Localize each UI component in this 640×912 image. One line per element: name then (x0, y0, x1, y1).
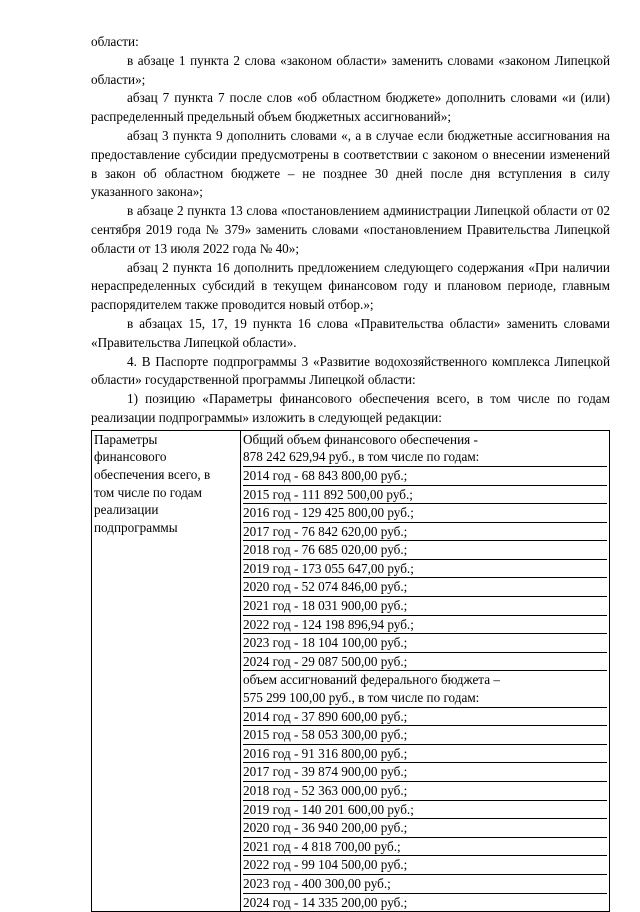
year-row: 2022 год - 124 198 896,94 руб.; (243, 616, 607, 635)
year-row: 2020 год - 52 074 846,00 руб.; (243, 578, 607, 597)
left-line: Параметры (94, 431, 158, 447)
paragraph-item-6: в абзацах 15, 17, 19 пункта 16 слова «Правительства области» заменить словами «Правительства Липецкой области». (91, 315, 610, 350)
financing-table (91, 430, 610, 912)
federal-header-line: объем ассигнований федерального бюджета – (243, 672, 500, 688)
parameter-name-cell (92, 430, 241, 911)
left-line: том числе по годам (94, 484, 202, 500)
total-summary-line: 878 242 629,94 руб., в том числе по годам: (243, 448, 607, 467)
year-row: 2021 год - 4 818 700,00 руб.; (243, 838, 607, 857)
left-line: подпрограммы (94, 519, 178, 535)
paragraph-item-2: абзац 7 пункта 7 после слов «об областном бюджете» дополнить словами «и (или) распределенный предельный объем бюджетных ассигнований»; (91, 90, 610, 125)
paragraph-continuation: области: (91, 34, 139, 49)
year-row: 2021 год - 18 031 900,00 руб.; (243, 597, 607, 616)
document-page (91, 33, 610, 912)
year-row: 2023 год - 18 104 100,00 руб.; (243, 634, 607, 653)
year-row: 2018 год - 76 685 020,00 руб.; (243, 541, 607, 560)
year-row: 2017 год - 39 874 900,00 руб.; (243, 763, 607, 782)
federal-summary-line: 575 299 100,00 руб., в том числе по годам: (243, 689, 607, 708)
year-row: 2015 год - 58 053 300,00 руб.; (243, 726, 607, 745)
left-line: обеспечения всего, в (94, 466, 211, 482)
year-row: 2019 год - 140 201 600,00 руб.; (243, 801, 607, 820)
paragraph-item-5: абзац 2 пункта 16 дополнить предложением следующего содержания «При наличии нераспределенных субсидий в текущем финансовом году и плановом периоде, главным распорядителем также проводится новый отбор.»; (91, 259, 610, 313)
year-row: 2023 год - 400 300,00 руб.; (243, 875, 607, 894)
year-row: 2018 год - 52 363 000,00 руб.; (243, 782, 607, 801)
year-row: 2020 год - 36 940 200,00 руб.; (243, 819, 607, 838)
year-row: 2014 год - 37 890 600,00 руб.; (243, 708, 607, 727)
total-header-line: Общий объем финансового обеспечения - (243, 431, 478, 447)
paragraph-subitem-1: 1) позицию «Параметры финансового обеспечения всего, в том числе по годам реализации подпрограммы» изложить в следующей редакции: (91, 391, 610, 425)
year-row: 2024 год - 14 335 200,00 руб.; (243, 894, 408, 910)
table-row (92, 430, 610, 911)
paragraph-item-4: в абзаце 2 пункта 13 слова «постановлением администрации Липецкой области от 02 сентября 2019 года № 379» заменить словами «постановлением Правительства Липецкой области от 13 июля 2022 года № 40»; (91, 203, 610, 256)
left-line: финансового (94, 449, 167, 465)
year-row: 2017 год - 76 842 620,00 руб.; (243, 523, 607, 542)
year-row: 2022 год - 99 104 500,00 руб.; (243, 856, 607, 875)
year-row: 2015 год - 111 892 500,00 руб.; (243, 486, 607, 505)
year-row: 2014 год - 68 843 800,00 руб.; (243, 467, 607, 486)
year-row: 2016 год - 91 316 800,00 руб.; (243, 745, 607, 764)
left-line: реализации (94, 502, 159, 518)
paragraph-section-4: 4. В Паспорте подпрограммы 3 «Развитие водохозяйственного комплекса Липецкой области» государственной программы Липецкой области: (91, 353, 610, 388)
year-row: 2016 год - 129 425 800,00 руб.; (243, 504, 607, 523)
parameter-value-cell (241, 430, 610, 911)
paragraph-item-1: в абзаце 1 пункта 2 слова «законом области» заменить словами «законом Липецкой области»; (91, 52, 610, 87)
year-row: 2024 год - 29 087 500,00 руб.; (243, 653, 607, 672)
year-row: 2019 год - 173 055 647,00 руб.; (243, 560, 607, 579)
paragraph-item-3: абзац 3 пункта 9 дополнить словами «, а в случае если бюджетные ассигнования на предоставление субсидии предусмотрены в соответствии с законом о внесении изменений в закон об областном бюджете – не позднее 30 дней после дня вступления в силу указанного закона»; (91, 127, 610, 200)
